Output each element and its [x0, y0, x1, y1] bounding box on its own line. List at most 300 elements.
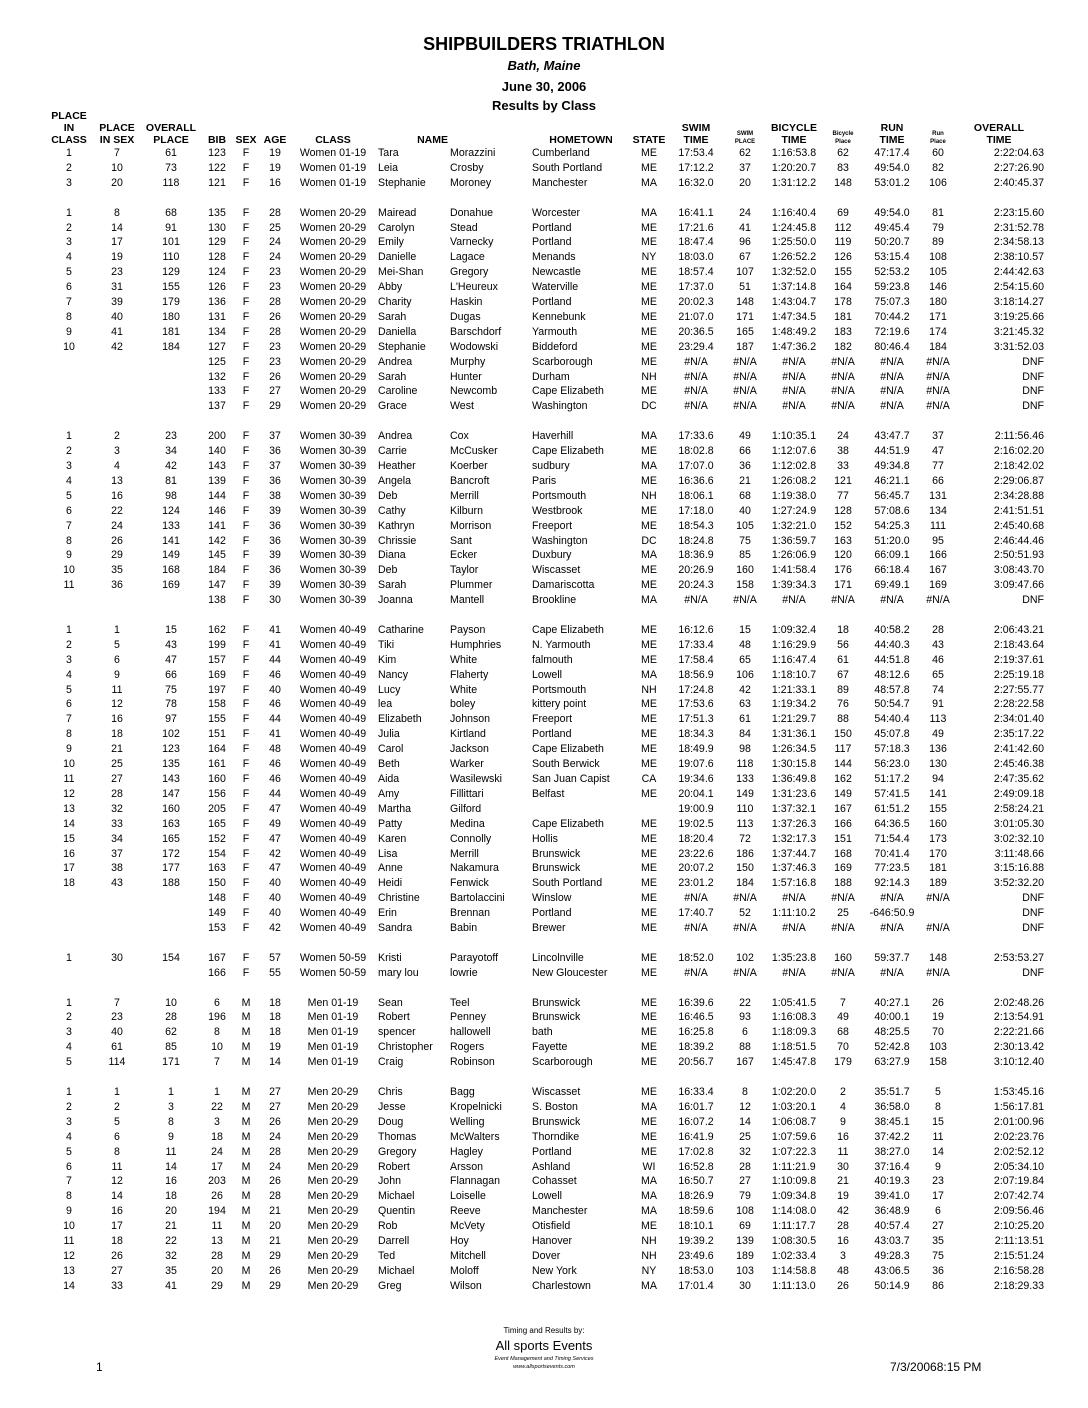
table-cell: Lucy [378, 683, 401, 696]
table-cell: Men 20-29 [307, 1264, 359, 1277]
page-number: 1 [96, 1360, 103, 1374]
table-cell: 18:02.8 [678, 445, 714, 458]
table-cell: 72 [739, 832, 751, 845]
table-cell: 8 [66, 1190, 72, 1203]
table-cell: 1:14:58.8 [771, 1264, 817, 1277]
table-cell: 10 [63, 1220, 75, 1233]
table-cell: Men 20-29 [307, 1279, 359, 1292]
table-cell: 10 [211, 1041, 223, 1054]
table-cell: 39 [269, 579, 281, 592]
table-cell: Hagley [450, 1145, 483, 1158]
table-cell: 16 [111, 713, 123, 726]
table-cell: 50:54.7 [874, 698, 910, 711]
table-cell: Duxbury [532, 549, 572, 562]
table-cell: #N/A [733, 385, 757, 398]
table-cell: 2:27:55.77 [993, 683, 1044, 696]
table-cell: DNF [1022, 355, 1044, 368]
table-cell: Brewer [532, 922, 566, 935]
table-cell: Johnson [450, 713, 491, 726]
table-cell: Aida [378, 773, 400, 786]
table-cell: 28 [269, 1145, 281, 1158]
table-cell: 29 [269, 400, 281, 413]
table-cell: ME [641, 1026, 657, 1039]
table-cell: ME [641, 698, 657, 711]
table-cell: 7 [114, 147, 120, 159]
table-cell: 36 [269, 445, 281, 458]
table-cell: 1:19:34.2 [771, 698, 817, 711]
table-cell: Women 40-49 [299, 743, 367, 756]
table-cell: 69:49.1 [874, 579, 910, 592]
table-cell: 47 [932, 445, 944, 458]
table-cell: 171 [834, 579, 852, 592]
table-cell: 37:42.2 [874, 1130, 910, 1143]
table-cell: Wiscasset [532, 1086, 581, 1098]
table-cell: 148 [929, 951, 947, 964]
table-cell: 1 [66, 623, 72, 636]
table-cell: ME [641, 1130, 657, 1143]
table-cell: Andrea [378, 430, 413, 443]
table-cell: 23 [269, 340, 281, 353]
table-row [44, 444, 1044, 459]
table-cell: 121 [834, 474, 852, 487]
table-cell: Nakamura [450, 862, 499, 875]
table-cell: 1:18:10.7 [771, 668, 817, 681]
table-cell: F [242, 400, 250, 413]
table-cell: #N/A [684, 370, 708, 383]
table-row [44, 474, 1044, 489]
table-cell: 47 [269, 862, 281, 875]
table-cell: Taylor [450, 564, 479, 577]
table-cell: ME [641, 147, 657, 159]
table-cell [44, 593, 94, 608]
table-cell: 16 [837, 1235, 849, 1248]
table-cell: Women 40-49 [299, 802, 367, 815]
table-cell: Merrill [450, 847, 479, 860]
table-row [44, 966, 1044, 981]
table-cell: Cape Elizabeth [532, 743, 604, 756]
table-cell: 173 [929, 832, 947, 845]
table-cell: 2:27:26.90 [993, 161, 1044, 174]
table-cell: 73 [165, 161, 177, 174]
table-cell: 17:58.4 [678, 653, 714, 666]
table-cell: Payson [450, 623, 486, 636]
table-cell: Men 01-19 [307, 996, 359, 1009]
table-cell: #N/A [733, 922, 757, 935]
table-cell: Westbrook [532, 504, 583, 517]
table-cell: 3:18:14.27 [993, 296, 1044, 309]
print-timestamp: 7/3/20068:15 PM [890, 1360, 982, 1374]
table-cell: mary lou [378, 966, 419, 979]
table-cell: ME [641, 1220, 657, 1233]
table-cell: 149 [736, 787, 754, 800]
table-cell: F [242, 236, 250, 249]
table-cell: #N/A [782, 385, 806, 398]
table-row [44, 1100, 1044, 1115]
table-cell: 2:38:10.57 [993, 251, 1044, 264]
table-cell: 160 [162, 802, 180, 815]
table-row [44, 340, 1044, 355]
table-cell: 16 [165, 1175, 177, 1188]
table-cell: ME [641, 519, 657, 532]
table-cell: 16:41.9 [678, 1130, 714, 1143]
table-cell: 3:19:25.66 [993, 310, 1044, 323]
table-cell: 2:10:25.20 [993, 1220, 1044, 1233]
table-cell: 91 [932, 698, 944, 711]
table-cell: Men 01-19 [307, 1056, 359, 1069]
table-cell: Lincolnville [532, 951, 584, 964]
table-cell: 79 [739, 1190, 751, 1203]
table-cell: 40:57.4 [874, 1220, 910, 1233]
col-header-bib: BIB [207, 134, 227, 146]
table-cell: Women 40-49 [299, 773, 367, 786]
table-cell: Gilford [450, 802, 482, 815]
table-cell: F [242, 847, 250, 860]
table-cell: Portland [532, 1145, 572, 1158]
table-cell: 113 [929, 713, 947, 726]
table-cell: Men 01-19 [307, 1011, 359, 1024]
table-cell: 8 [114, 1145, 120, 1158]
table-cell: 150 [208, 877, 226, 890]
table-cell: 2:07:19.84 [993, 1175, 1044, 1188]
table-cell: 7 [66, 519, 72, 532]
table-cell: Varnecky [450, 236, 494, 249]
table-cell: 2:11:56.46 [994, 430, 1044, 443]
table-cell: Women 30-39 [299, 460, 367, 472]
table-cell: 10 [165, 996, 177, 1009]
table-cell: #N/A [880, 370, 904, 383]
table-cell: 18 [837, 623, 849, 636]
table-cell: #N/A [831, 892, 855, 905]
table-cell: 4 [840, 1100, 846, 1113]
table-cell: 29 [111, 549, 123, 562]
col-header-overall-time: OVERALL TIME [973, 122, 1025, 146]
table-cell: 124 [208, 266, 226, 279]
table-row [44, 221, 1044, 236]
table-cell: MA [641, 1175, 657, 1188]
table-cell: 25 [269, 221, 281, 234]
table-cell: 81 [932, 206, 944, 219]
table-cell: Women 30-39 [299, 594, 367, 607]
table-cell: 20 [739, 176, 751, 189]
table-cell: 71:54.4 [874, 832, 910, 845]
table-cell: 18 [63, 877, 75, 890]
table-cell: F [242, 564, 250, 577]
table-cell: 28 [269, 296, 281, 309]
table-cell: Sandra [378, 922, 413, 935]
table-cell: 189 [929, 877, 947, 890]
table-cell: 149 [208, 907, 226, 920]
table-cell: South Portland [532, 877, 603, 890]
table-cell: 39 [269, 549, 281, 562]
table-cell: M [241, 996, 251, 1009]
table-cell: Women 20-29 [299, 251, 367, 264]
table-cell: 1:16:53.8 [771, 147, 817, 159]
table-cell: 25 [837, 907, 849, 920]
table-cell: 179 [834, 1056, 852, 1069]
table-cell: 2:44:42.63 [993, 266, 1044, 279]
table-cell: 155 [162, 281, 180, 294]
table-cell: Brunswick [532, 862, 581, 875]
event-location: Bath, Maine [507, 58, 581, 73]
table-cell: 146 [929, 281, 947, 294]
table-cell: 2:28:22.58 [993, 698, 1044, 711]
table-cell: Biddeford [532, 340, 578, 353]
col-header-swim-place: SWIM PLACE [734, 131, 756, 145]
table-cell: DC [641, 400, 657, 413]
group-spacer [44, 1070, 1044, 1085]
table-cell: 130 [929, 758, 947, 771]
table-cell: 43 [165, 638, 177, 651]
table-cell: 40 [269, 877, 281, 890]
table-cell: 21 [837, 1175, 849, 1188]
table-cell: 16:07.2 [678, 1115, 714, 1128]
table-cell: 49:45.4 [874, 221, 910, 234]
table-cell: Women 20-29 [299, 266, 367, 279]
table-cell: ME [641, 951, 657, 964]
table-cell: 1:31:23.6 [771, 787, 817, 800]
table-cell: 44 [269, 713, 281, 726]
col-header-hometown: HOMETOWN [549, 134, 613, 146]
table-cell: MA [641, 206, 657, 219]
table-cell: 1:21:33.1 [771, 683, 817, 696]
table-cell: 15 [165, 623, 177, 636]
table-cell: 70:44.2 [874, 310, 910, 323]
table-cell [140, 906, 202, 921]
table-cell: 146 [208, 504, 226, 517]
table-cell: 12 [739, 1100, 751, 1113]
table-cell: 37:16.4 [874, 1160, 910, 1173]
table-cell: 36 [739, 460, 751, 472]
table-cell: Women 20-29 [299, 400, 367, 413]
table-cell: ME [641, 922, 657, 935]
table-cell: 40 [739, 504, 751, 517]
spacer-cell [44, 936, 1044, 951]
table-cell: 32 [111, 802, 123, 815]
table-cell [530, 802, 632, 817]
col-header-bicycle-place: Bicycle Place [832, 131, 854, 145]
table-cell: 6 [214, 996, 220, 1009]
table-cell: M [241, 1264, 251, 1277]
table-cell: 65 [739, 653, 751, 666]
table-cell: 1:16:40.4 [771, 206, 817, 219]
table-cell: 18:49.9 [678, 743, 714, 756]
table-cell: 6 [742, 1026, 748, 1039]
table-row [44, 1025, 1044, 1040]
table-cell: 1:37:14.8 [771, 281, 817, 294]
table-cell: 106 [929, 176, 947, 189]
table-cell: 18 [269, 996, 281, 1009]
table-cell: ME [641, 892, 657, 905]
table-cell: Freeport [532, 519, 573, 532]
table-cell: Reeve [450, 1205, 481, 1218]
table-row [44, 1219, 1044, 1234]
table-cell: 3 [214, 1115, 220, 1128]
table-cell: 20:26.9 [678, 564, 714, 577]
table-cell: M [241, 1100, 251, 1113]
table-cell: 200 [208, 430, 226, 443]
table-cell: 41 [269, 638, 281, 651]
table-cell: 40:58.2 [874, 623, 910, 636]
table-cell: 10 [63, 758, 75, 771]
table-cell: 23:29.4 [678, 340, 714, 353]
table-cell: South Portland [532, 161, 603, 174]
table-cell [94, 906, 140, 921]
table-cell: 16:39.6 [678, 996, 714, 1009]
table-cell: 24 [739, 206, 751, 219]
table-cell: 181 [929, 862, 947, 875]
table-cell: #N/A [831, 400, 855, 413]
table-cell: F [242, 325, 250, 338]
table-cell: Merrill [450, 489, 479, 502]
table-cell: 8 [935, 1100, 941, 1113]
table-cell: #N/A [782, 400, 806, 413]
table-row [44, 1130, 1044, 1145]
table-cell: F [242, 594, 250, 607]
table-cell: 51 [739, 281, 751, 294]
table-row [44, 1174, 1044, 1189]
table-cell: 23 [932, 1175, 944, 1188]
table-cell: F [242, 817, 250, 830]
table-cell: Women 01-19 [299, 176, 367, 189]
table-cell: 40 [269, 907, 281, 920]
table-cell: 12 [111, 698, 123, 711]
table-cell: 189 [736, 1249, 754, 1262]
table-cell: 2 [114, 1100, 120, 1113]
table-cell: Deb [378, 564, 398, 577]
table-cell: Sarah [378, 579, 407, 592]
table-cell: 50:14.9 [874, 1279, 910, 1292]
table-row [44, 146, 1044, 161]
table-cell: #N/A [926, 892, 950, 905]
table-cell [44, 921, 94, 936]
table-cell: 49:54.0 [874, 206, 910, 219]
table-cell: NH [641, 489, 657, 502]
results-table [44, 110, 1044, 1294]
table-cell: 172 [162, 847, 180, 860]
table-cell: 5 [935, 1086, 941, 1098]
table-cell: Scarborough [532, 1056, 593, 1069]
table-cell: F [242, 862, 250, 875]
table-cell: 26 [269, 370, 281, 383]
table-cell [140, 355, 202, 370]
table-cell: 19 [111, 251, 123, 264]
table-cell: 137 [208, 400, 226, 413]
table-cell: Manchester [532, 176, 588, 189]
table-cell: Robert [378, 1011, 410, 1024]
table-cell: F [242, 296, 250, 309]
table-cell: 44:40.3 [874, 638, 910, 651]
table-cell: 161 [208, 758, 226, 771]
table-cell: 143 [162, 773, 180, 786]
table-cell: Rogers [450, 1041, 485, 1054]
table-cell: 77:23.5 [874, 862, 910, 875]
table-cell: Wiscasset [532, 564, 581, 577]
table-cell: 2:22:21.66 [993, 1026, 1044, 1039]
table-cell: 168 [834, 847, 852, 860]
table-cell: Murphy [450, 355, 486, 368]
table-cell: 145 [208, 549, 226, 562]
table-cell: 176 [834, 564, 852, 577]
table-cell: 1:09:34.8 [771, 1190, 817, 1203]
table-cell: Women 40-49 [299, 877, 367, 890]
table-cell: 48 [739, 638, 751, 651]
table-cell: #N/A [880, 892, 904, 905]
group-spacer [44, 414, 1044, 429]
table-cell: 2:46:44.46 [993, 534, 1044, 547]
table-cell: 17:12.2 [678, 161, 714, 174]
table-cell: 43 [932, 638, 944, 651]
table-cell: 129 [162, 266, 180, 279]
table-cell: 1:11:17.7 [772, 1220, 816, 1233]
table-cell: 150 [834, 728, 852, 741]
table-cell: 19:07.6 [678, 758, 714, 771]
table-cell: 32 [165, 1249, 177, 1262]
table-cell: 13 [211, 1235, 223, 1248]
table-cell: Humphries [450, 638, 502, 651]
table-cell: 85 [165, 1041, 177, 1054]
table-cell: 2 [66, 1011, 72, 1024]
table-cell: Flaherty [450, 668, 489, 681]
table-cell: 1:41:58.4 [771, 564, 817, 577]
table-cell: M [241, 1160, 251, 1173]
table-cell: Heather [378, 460, 416, 472]
table-cell: 70 [932, 1026, 944, 1039]
table-cell: 57 [269, 951, 281, 964]
table-cell: ME [641, 579, 657, 592]
table-cell: Women 30-39 [299, 474, 367, 487]
table-cell: 17:53.4 [678, 147, 714, 159]
table-cell: Cape Elizabeth [532, 817, 604, 830]
table-cell [94, 891, 140, 906]
table-cell: Brookline [532, 594, 577, 607]
table-cell: 21 [111, 743, 123, 756]
table-cell: 27 [739, 1175, 751, 1188]
table-cell: 10 [111, 161, 123, 174]
table-cell: 68 [837, 1026, 849, 1039]
spacer-cell [44, 1070, 1044, 1085]
table-cell: 46 [269, 758, 281, 771]
table-cell: 107 [736, 266, 754, 279]
table-cell [140, 921, 202, 936]
table-row [44, 384, 1044, 399]
table-cell: Washington [532, 400, 588, 413]
table-cell: 28 [111, 787, 123, 800]
table-cell: 57:18.3 [874, 743, 910, 756]
table-cell: 126 [834, 251, 852, 264]
spacer-cell [44, 191, 1044, 206]
table-row [44, 504, 1044, 519]
table-cell: MA [641, 1100, 657, 1113]
table-cell: Arsson [450, 1160, 483, 1173]
table-cell: 136 [929, 743, 947, 756]
table-cell: 15 [739, 623, 751, 636]
table-cell: Michael [378, 1190, 415, 1203]
table-cell [44, 906, 94, 921]
table-cell: 11 [111, 683, 123, 696]
table-cell: 59:23.8 [874, 281, 910, 294]
table-cell: 14 [111, 221, 123, 234]
table-cell: 181 [834, 310, 852, 323]
table-cell: 68 [739, 489, 751, 502]
table-cell: Deb [378, 489, 398, 502]
table-cell: Women 40-49 [299, 653, 367, 666]
table-cell: 4 [66, 1130, 72, 1143]
table-cell: 9 [840, 1115, 846, 1128]
table-cell: MA [641, 1279, 657, 1292]
table-cell: 1:06:08.7 [771, 1115, 817, 1128]
table-cell: 7 [214, 1056, 220, 1069]
table-cell: #N/A [733, 400, 757, 413]
